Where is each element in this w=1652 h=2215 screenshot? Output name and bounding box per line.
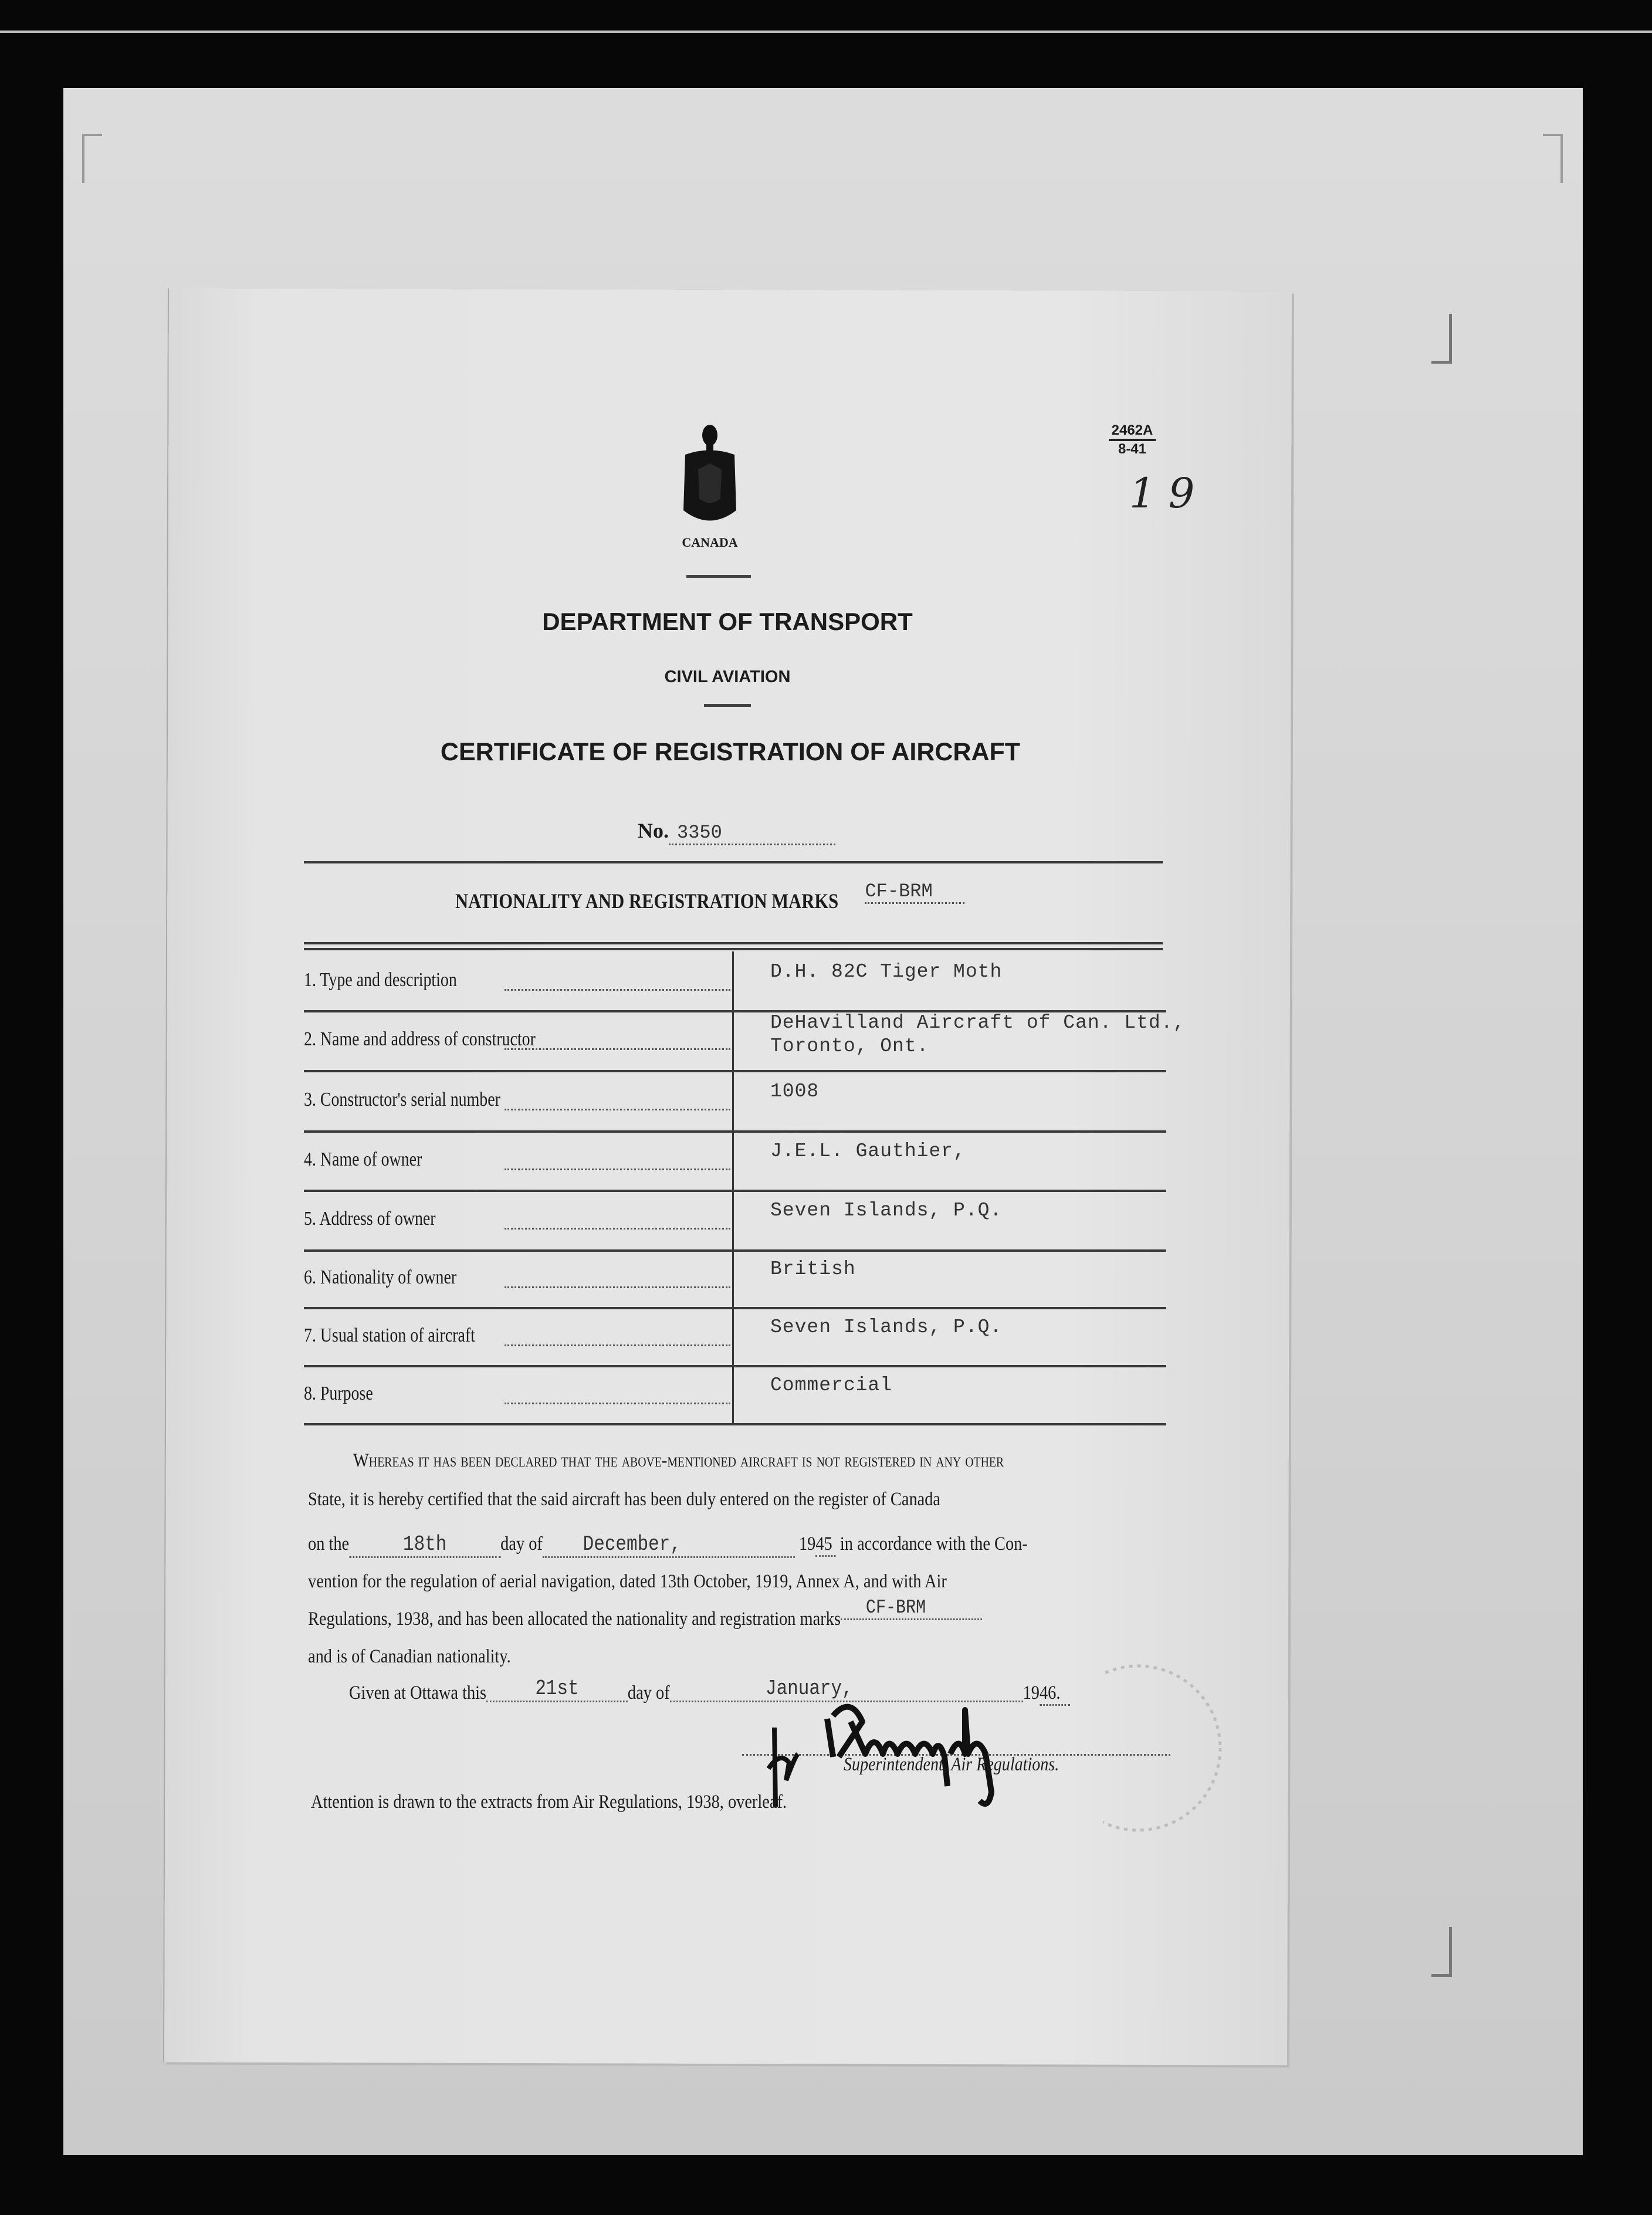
leader-dots (505, 1228, 730, 1230)
cert-line-4: vention for the regulation of aerial navigation, dated 13th October, 1919, Annex A, and with Air (308, 1571, 947, 1592)
certificate-number (638, 818, 835, 845)
faded-stamp (1103, 1660, 1238, 1836)
given-day: 21st (486, 1677, 628, 1702)
cert-text: day of (500, 1533, 543, 1554)
row-value: Commercial (770, 1374, 893, 1396)
given-month: January, (670, 1677, 1023, 1702)
cert-text: on the (308, 1533, 350, 1554)
department-heading: DEPARTMENT OF TRANSPORT (542, 608, 913, 635)
given-year: 46. (1040, 1682, 1070, 1706)
entry-year: 45 (815, 1533, 835, 1557)
crop-mark (1431, 1927, 1452, 1977)
crop-mark (82, 134, 102, 183)
country-label: CANADA (682, 535, 738, 550)
form-date: 8-41 (1118, 441, 1147, 457)
row-label: 8. Purpose (304, 1382, 373, 1404)
row-divider (304, 1249, 1166, 1252)
cert-text: 19 (798, 1533, 816, 1554)
row-value: J.E.L. Gauthier, (770, 1140, 966, 1162)
divider (304, 861, 1163, 863)
number-value: 3350 (669, 822, 835, 845)
cert-text: Regulations, 1938, and has been allocated the nationality and registration marks (308, 1608, 841, 1630)
row-value: Seven Islands, P.Q. (770, 1200, 1003, 1221)
leader-dots (505, 1048, 730, 1050)
divider (686, 575, 751, 578)
divider (304, 942, 1163, 944)
handwritten-page-number: 1 9 (1129, 469, 1195, 517)
cert-text: in accordance with the Con- (839, 1533, 1028, 1554)
cert-text: Given at Ottawa this (349, 1682, 487, 1703)
canada-coat-of-arms-icon (681, 422, 739, 540)
row-divider (304, 1070, 1166, 1072)
certificate-title: CERTIFICATE OF REGISTRATION OF AIRCRAFT (440, 738, 1021, 766)
row-label: 6. Nationality of owner (304, 1266, 457, 1288)
leader-dots (505, 1403, 730, 1404)
divider (704, 704, 751, 707)
cert-marks-value: CF-BRM (841, 1597, 982, 1620)
form-number (1109, 422, 1156, 458)
cert-line-5 (308, 1597, 1047, 1630)
row-label: 5. Address of owner (304, 1208, 436, 1230)
row-label: 7. Usual station of aircraft (304, 1324, 475, 1346)
row-divider (304, 1365, 1166, 1367)
crop-mark (1431, 314, 1452, 364)
leader-dots (505, 1344, 730, 1346)
row-divider (304, 1423, 1166, 1425)
entry-day: 18th (349, 1532, 500, 1558)
registration-marks (455, 880, 964, 913)
row-label: 4. Name of owner (304, 1148, 422, 1170)
marks-label: NATIONALITY AND REGISTRATION MARKS (455, 889, 839, 913)
row-value: DeHavilland Aircraft of Can. Ltd., (770, 1012, 1186, 1034)
row-value: British (770, 1258, 856, 1280)
row-value: 1008 (770, 1080, 820, 1102)
cert-text: 19 (1023, 1682, 1040, 1703)
cert-text: day of (627, 1682, 670, 1703)
crop-mark (1543, 134, 1563, 183)
row-divider (304, 1307, 1166, 1309)
leader-dots (505, 989, 730, 991)
leader-dots (505, 1109, 730, 1110)
row-label: 3. Constructor's serial number (304, 1088, 500, 1110)
divider (304, 948, 1163, 950)
entry-month: December, (543, 1532, 795, 1558)
row-value: D.H. 82C Tiger Moth (770, 961, 1003, 983)
cert-line-6: and is of Canadian nationality. (308, 1646, 511, 1667)
form-number-code: 2462A (1109, 422, 1156, 441)
row-value-line-2: Toronto, Ont. (770, 1035, 929, 1057)
row-label: 1. Type and description (304, 969, 457, 991)
row-value: Seven Islands, P.Q. (770, 1316, 1003, 1338)
row-label: 2. Name and address of constructor (304, 1028, 536, 1050)
number-label: No. (638, 819, 669, 842)
branch-heading: CIVIL AVIATION (664, 668, 791, 686)
cert-line-2: State, it is hereby certified that the said aircraft has been duly entered on the register of Canada (308, 1489, 941, 1510)
column-divider (732, 951, 734, 1424)
signatory-title: Superintendent, Air Regulations. (844, 1754, 1059, 1775)
row-divider (304, 1190, 1166, 1192)
leader-dots (505, 1286, 730, 1288)
cert-line-1 (353, 1450, 1092, 1472)
scan-edge-line (0, 31, 1652, 33)
attention-note: Attention is drawn to the extracts from Air Regulations, 1938, overleaf. (311, 1791, 787, 1813)
marks-value: CF-BRM (865, 880, 964, 904)
cert-line-3 (308, 1532, 1047, 1558)
cert-text: Whereas it has been declared that the above-mentioned aircraft is not registered in any other (353, 1450, 1004, 1471)
row-divider (304, 1130, 1166, 1133)
leader-dots (505, 1169, 730, 1170)
